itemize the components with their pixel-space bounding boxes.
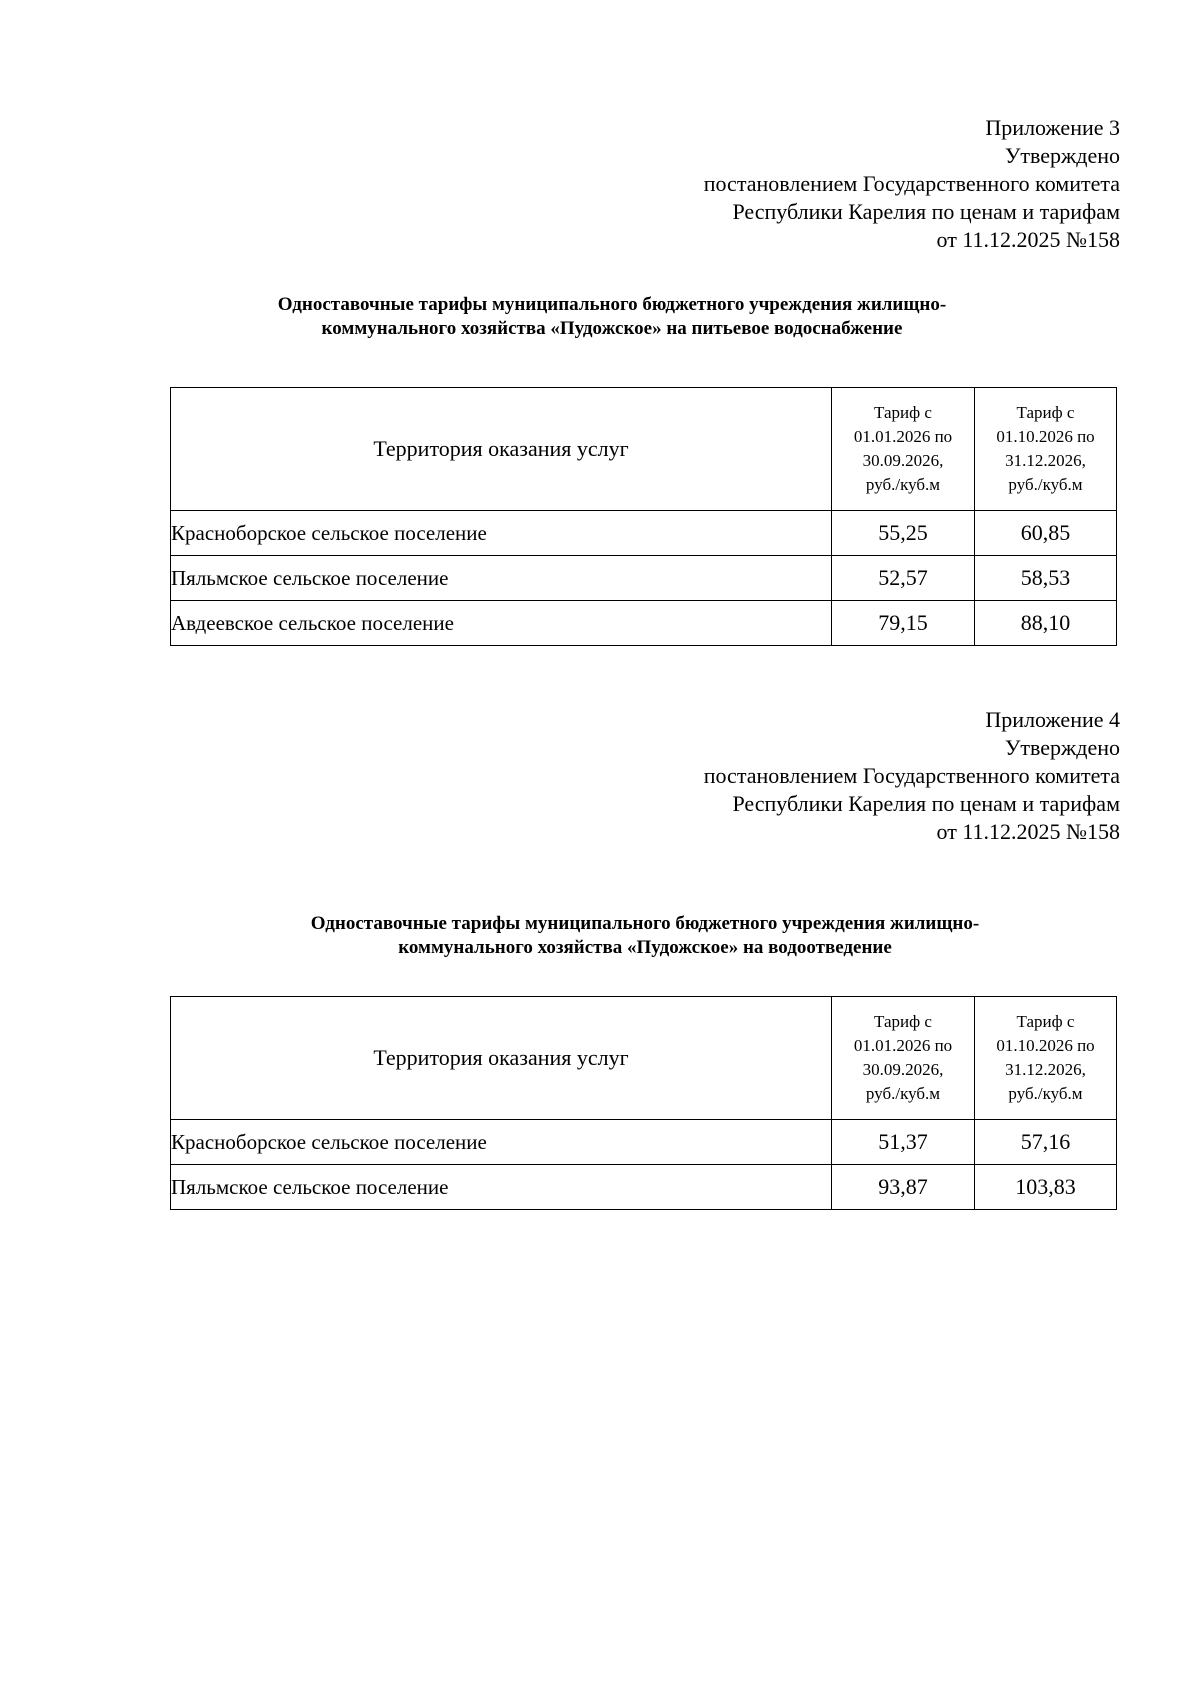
table-row [171, 511, 1117, 556]
table-header-row [171, 997, 1117, 1120]
annex-number: Приложение 4 [985, 707, 1120, 732]
header-line: Тариф с [1016, 403, 1075, 422]
tariff-value-cell: 57,16 [975, 1120, 1117, 1165]
table-header-row [171, 388, 1117, 511]
tariff-value-cell: 60,85 [975, 511, 1117, 556]
table-row [171, 601, 1117, 646]
header-line: 31.12.2026, [1005, 1060, 1086, 1079]
approval-date-number: от 11.12.2025 №158 [936, 819, 1120, 844]
approved-label: Утверждено [1004, 735, 1120, 760]
tariff-period-1-header [832, 997, 975, 1120]
tariff-value-cell: 55,25 [832, 511, 975, 556]
tariff-value-cell: 52,57 [832, 556, 975, 601]
territory-column-header: Территория оказания услуг [171, 388, 832, 511]
annex-number: Приложение 3 [985, 115, 1120, 140]
header-line: 30.09.2026, [862, 1060, 944, 1079]
annex-3-approval-block [704, 114, 1120, 254]
territory-cell: Пяльмское сельское поселение [171, 556, 832, 601]
territory-cell: Красноборское сельское поселение [171, 1120, 832, 1165]
table-row [171, 1120, 1117, 1165]
title-line: коммунального хозяйства «Пудожское» на водоотведение [398, 937, 892, 958]
tariff-period-2-header [975, 388, 1117, 511]
title-line: Одноставочные тарифы муниципального бюджетного учреждения жилищно- [310, 913, 980, 934]
territory-cell: Пяльмское сельское поселение [171, 1165, 832, 1210]
title-line: Одноставочные тарифы муниципального бюджетного учреждения жилищно- [277, 294, 947, 315]
approval-authority-line: Республики Карелия по ценам и тарифам [732, 199, 1120, 224]
wastewater-tariff-table [170, 996, 1117, 1210]
title-line: коммунального хозяйства «Пудожское» на питьевое водоснабжение [321, 318, 903, 339]
tariff-value-cell: 79,15 [832, 601, 975, 646]
approval-authority-line: Республики Карелия по ценам и тарифам [732, 791, 1120, 816]
tariff-value-cell: 103,83 [975, 1165, 1117, 1210]
header-line: 31.12.2026, [1005, 451, 1086, 470]
tariff-value-cell: 88,10 [975, 601, 1117, 646]
tariff-value-cell: 93,87 [832, 1165, 975, 1210]
annex-4-title [205, 912, 1085, 960]
header-line: 01.10.2026 по [996, 1036, 1095, 1055]
territory-cell: Красноборское сельское поселение [171, 511, 832, 556]
territory-column-header: Территория оказания услуг [171, 997, 832, 1120]
header-line: 01.01.2026 по [853, 427, 953, 446]
table-row [171, 1165, 1117, 1210]
tariff-period-2-header [975, 997, 1117, 1120]
tariff-period-1-header [832, 388, 975, 511]
header-line: 01.10.2026 по [996, 427, 1095, 446]
annex-4-approval-block [704, 706, 1120, 846]
header-line: руб./куб.м [1008, 1084, 1083, 1103]
territory-cell: Авдеевское сельское поселение [171, 601, 832, 646]
header-line: руб./куб.м [865, 475, 941, 494]
approval-authority-line: постановлением Государственного комитета [703, 171, 1120, 196]
header-line: 30.09.2026, [862, 451, 944, 470]
tariff-value-cell: 58,53 [975, 556, 1117, 601]
header-line: руб./куб.м [1008, 475, 1083, 494]
header-line: 01.01.2026 по [853, 1036, 953, 1055]
water-supply-tariff-table [170, 387, 1117, 646]
annex-3-title [172, 293, 1052, 341]
table-row [171, 556, 1117, 601]
header-line: Тариф с [1016, 1012, 1075, 1031]
tariff-value-cell: 51,37 [832, 1120, 975, 1165]
header-line: Тариф с [874, 403, 932, 422]
approval-date-number: от 11.12.2025 №158 [936, 227, 1120, 252]
header-line: Тариф с [874, 1012, 932, 1031]
approved-label: Утверждено [1004, 143, 1120, 168]
header-line: руб./куб.м [865, 1084, 941, 1103]
approval-authority-line: постановлением Государственного комитета [703, 763, 1120, 788]
